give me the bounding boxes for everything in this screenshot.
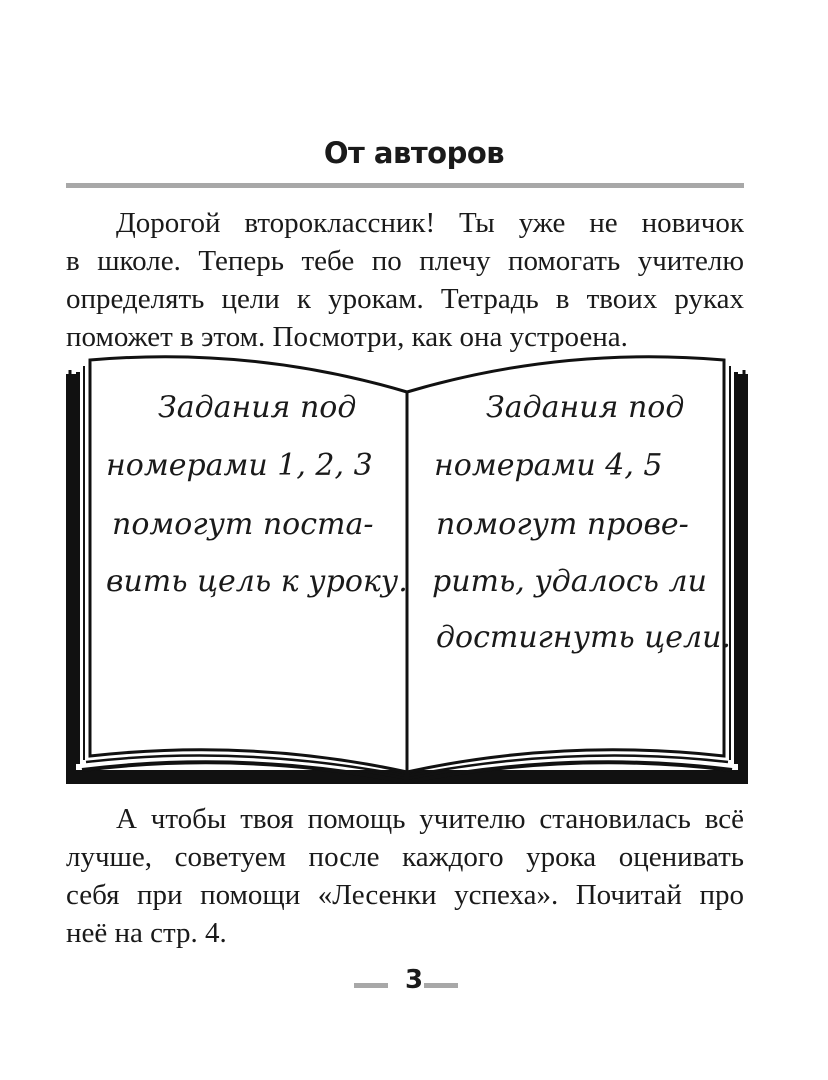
right-page-line: рить, удалось ли [432,564,707,599]
intro-line: в школе. Теперь тебе по плечу помогать учителю [66,245,744,277]
page-heading: От авторов [323,136,505,170]
intro-line: определять цели к урокам. Тетрадь в твоих руках [66,283,744,315]
intro-line: Дорогой второклассник! Ты уже не новичок [116,207,744,239]
outro-line: лучше, советуем после каждого урока оценивать [66,841,744,873]
intro-paragraph [66,204,744,356]
left-page-line: вить цель к уроку. [106,564,408,599]
page-number: 3 [404,965,424,995]
heading-underline [66,183,744,188]
left-page-line: Задания под [158,390,357,425]
outro-line: А чтобы твоя помощь учителю становилась всё [116,803,744,835]
right-page-line: номерами 4, 5 [434,448,663,483]
outro-line: себя при помощи «Лесенки успеха». Почитай про [66,879,744,911]
right-page-line: достигнуть цели. [436,620,731,655]
outro-line: неё на стр. 4. [66,917,227,949]
right-page-line: Задания под [486,390,685,425]
right-page-line: помогут прове- [436,507,689,542]
left-page-line: номерами 1, 2, 3 [106,448,373,483]
page-number-dash-right [424,983,458,988]
outro-paragraph [66,800,744,952]
left-page-line: помогут поста- [112,507,374,542]
open-book-illustration [62,352,752,792]
intro-line: поможет в этом. Посмотри, как она устроена. [66,321,628,353]
